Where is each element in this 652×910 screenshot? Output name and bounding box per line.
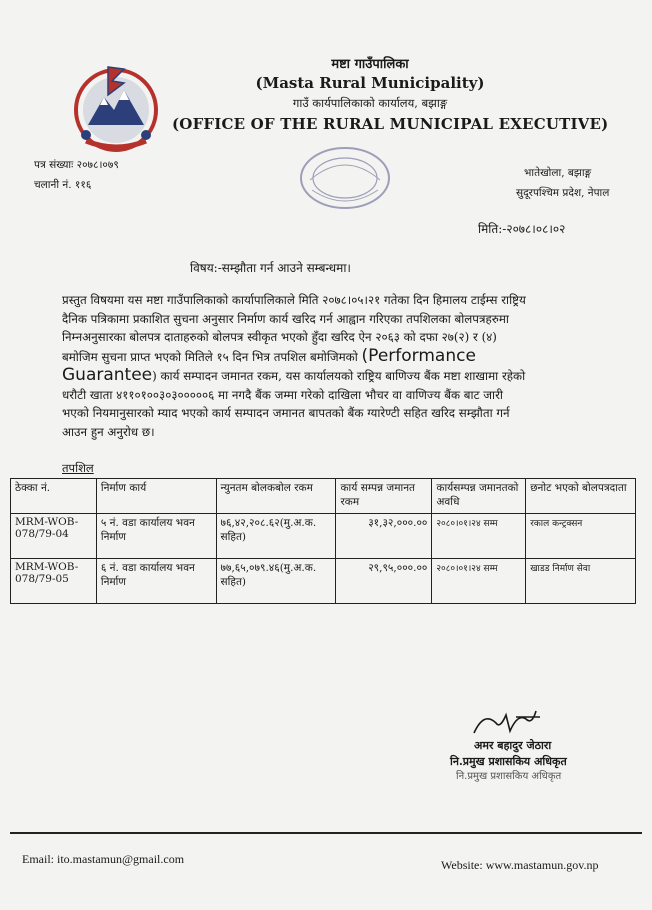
body-line: आउन हुन अनुरोध छ। [62, 424, 155, 439]
guarantee-amount-cell: २९,९५,०००.०० [336, 559, 432, 604]
municipality-name-nepali: मष्टा गाउँपालिका [331, 57, 409, 72]
body-english-phrase: Guarantee [62, 365, 153, 385]
guarantee-period-cell: २०८०।०१।२४ सम्म [432, 559, 526, 604]
letter-date: मिति:-२०७८।०८।०२ [478, 222, 566, 236]
footer-divider [10, 832, 642, 834]
body-line: Guarantee) कार्य सम्पादन जमानत रकम, यस कार्यालयको राष्ट्रिय बाणिज्य बैंक मष्टा शाखामा रहेको [62, 365, 526, 385]
body-line: भएको नियमानुसारको म्याद भएको कार्य सम्पादन जमानत बापतको बैंक ग्यारेण्टी सहित खरिद सम्झौता गर्न [62, 406, 510, 420]
min-bid-cell: ७७,६५,०७९.४६(मु.अ.क. सहित) [216, 559, 336, 604]
work-cell: ६ नं. वडा कार्यालय भवन निर्माण [96, 559, 216, 604]
signatory-name: अमर बहादुर जेठारा [474, 739, 552, 752]
header-contract-no: ठेक्का नं. [11, 479, 97, 514]
min-bid-cell: ७६,४२,२०८.६२(मु.अ.क. सहित) [216, 514, 336, 559]
footer-website: Website: www.mastamun.gov.np [441, 858, 599, 872]
signature-icon [470, 705, 550, 740]
body-line: निम्नअनुसारका बोलपत्र दाताहरुको बोलपत्र स्वीकृत भएको हुँदा खरिद ऐन २०६३ को दफा २७(२) र (४) [62, 330, 497, 344]
header-bidder: छनोट भएको बोलपत्रदाता [526, 479, 636, 514]
work-cell: ५ नं. वडा कार्यालय भवन निर्माण [96, 514, 216, 559]
office-location: भातेखोला, बझाङ्ग [524, 167, 592, 179]
signatory-title: नि.प्रमुख प्रशासकिय अधिकृत [450, 755, 567, 768]
signatory-stamp-text: नि.प्रमुख प्रशासकिय अधिकृत [456, 771, 562, 782]
header-guarantee-period: कार्यसम्पन्न जमानतको अवधि [432, 479, 526, 514]
body-line: दैनिक पत्रिकामा प्रकाशित सुचना अनुसार निर्माण कार्य खरिद गर्न आह्वान गरिएका तपशिलका बोलपत्रहरुमा [62, 311, 509, 326]
body-line [62, 347, 588, 367]
header-work: निर्माण कार्य [96, 479, 216, 514]
letter-subject: विषय:-सम्झौता गर्न आउने सम्बन्धमा। [190, 261, 351, 275]
body-line: धरौटी खाता ४११०१००३०३०००००६ मा नगदै बैंक जम्मा गरेको दाखिला भौचर वा वाणिज्य बैंक बाट जारी [62, 387, 503, 402]
office-name-nepali: गाउँ कार्यपालिकाको कार्यालय, बझाङ्ग [292, 96, 448, 110]
bidder-cell: रकाल कन्ट्रक्सन [526, 514, 636, 559]
footer-email: Email: ito.mastamun@gmail.com [22, 852, 185, 866]
dispatch-number: चलानी नं. ११६ [34, 179, 92, 191]
guarantee-period-cell: २०८०।०१।२४ सम्म [432, 514, 526, 559]
contract-no-cell: MRM-WOB-078/79-04 [11, 514, 97, 559]
bidder-cell: खाडड निर्माण सेवा [526, 559, 636, 604]
contract-no-cell: MRM-WOB-078/79-05 [11, 559, 97, 604]
header-min-bid: न्युनतम बोलकबोल रकम [216, 479, 336, 514]
municipality-name-english: (Masta Rural Municipality) [255, 74, 485, 92]
guarantee-amount-cell: ३१,३२,०००.०० [336, 514, 432, 559]
table-header-row [11, 479, 636, 514]
body-english-phrase: (Performance [361, 345, 476, 366]
table-row [11, 514, 636, 559]
header-guarantee-amount: कार्य सम्पन्न जमानत रकम [336, 479, 432, 514]
province-location: सुदूरपश्चिम प्रदेश, नेपाल [516, 187, 610, 199]
office-name-english: (OFFICE OF THE RURAL MUNICIPAL EXECUTIVE) [172, 115, 609, 133]
office-stamp-icon [290, 140, 400, 215]
body-line: प्रस्तुत विषयमा यस मष्टा गाउँपालिकाको कार्यापालिकाले मिति २०७८।०५।२१ गतेका दिन हिमालय टाईम्स राष्ट्रिय [62, 293, 526, 307]
letter-body [62, 291, 588, 441]
nepal-emblem-icon [66, 55, 166, 155]
body-line-part: कार्य सम्पादन जमानत रकम, यस कार्यालयको राष्ट्रिय बाणिज्य बैंक मष्टा शाखामा रहेको [160, 369, 526, 383]
table-row [11, 559, 636, 604]
body-line-part: बमोजिम सुचना प्राप्त भएको मितिले १५ दिन भित्र तपशिल बमोजिमको [62, 349, 358, 364]
contract-table [10, 478, 636, 604]
details-label: तपशिल [62, 461, 94, 475]
reference-number: पत्र संख्याः २०७८।०७९ [34, 159, 119, 171]
